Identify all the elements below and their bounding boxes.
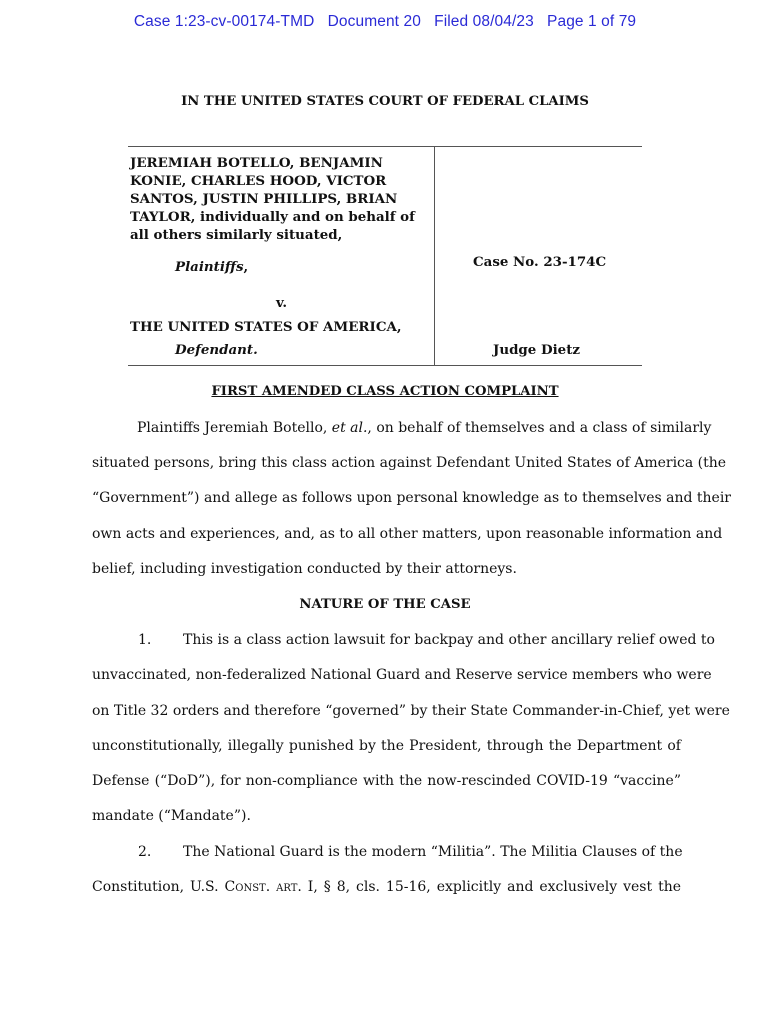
para2-line-2 [92,879,681,895]
plaintiffs-label-comma: , [243,259,249,275]
plaintiffs-line: TAYLOR, individually and on behalf of [130,209,415,225]
court-name: IN THE UNITED STATES COURT OF FEDERAL CLAIMS [181,94,589,109]
plaintiffs-label-text: Plaintiffs [175,259,244,275]
plaintiffs-line: KONIE, CHARLES HOOD, VICTOR [130,173,387,189]
intro-line-1 [137,420,712,436]
case-number-header: Case 1:23-cv-00174-TMD [133,13,315,30]
intro-line-4: own acts and experiences, and, as to all other matters, upon reasonable information and [92,526,723,542]
para2-text: I, § 8, cls. 15-16, explicitly and exclusively vest the [301,879,681,895]
para1-line-4: unconstitutionally, illegally punished by the President, through the Department of [92,738,681,754]
nature-heading: NATURE OF THE CASE [299,597,471,612]
document-number-header: Document 20 [327,13,421,30]
plaintiffs-label [175,259,248,275]
paragraph-number: 1. [138,632,152,648]
para1-line-3: on Title 32 orders and therefore “governed” by their State Commander-in-Chief, yet were [92,703,730,719]
para1-line-6: mandate (“Mandate”). [92,808,251,824]
intro-line-5: belief, including investigation conducted by their attorneys. [92,561,517,577]
plaintiffs-line: SANTOS, JUSTIN PHILLIPS, BRIAN [130,191,398,207]
plaintiffs-line: JEREMIAH BOTELLO, BENJAMIN [130,155,383,171]
para1-line-1: This is a class action lawsuit for backpay and other ancillary relief owed to [183,632,715,648]
page-count-header: Page 1 of 79 [547,13,637,30]
judge-name: Judge Dietz [493,342,580,358]
para2-smallcaps: Const. art. [224,879,302,895]
para1-line-2: unvaccinated, non-federalized National Guard and Reserve service members who were [92,667,712,683]
defendant-name: THE UNITED STATES OF AMERICA, [130,319,402,335]
defendant-label: Defendant. [175,342,258,358]
intro-italic: et al. [331,420,368,436]
plaintiffs-names [130,154,435,244]
intro-line-3: “Government”) and allege as follows upon personal knowledge as to themselves and their [92,490,731,506]
intro-line-2: situated persons, bring this class action against Defendant United States of America (the [92,455,727,471]
para2-text: Constitution, U.S. [92,879,225,895]
versus: v. [276,295,288,311]
para1-line-5: Defense (“DoD”), for non-compliance with the now-rescinded COVID-19 “vaccine” [92,773,681,789]
intro-text: Plaintiffs Jeremiah Botello, [137,420,332,436]
intro-text: , on behalf of themselves and a class of similarly [367,420,712,436]
caption-bottom-rule [128,365,642,366]
filed-date-header: Filed 08/04/23 [434,13,534,30]
para2-line-1: The National Guard is the modern “Militia”. The Militia Clauses of the [183,844,683,860]
filing-header [0,13,770,31]
case-number: Case No. 23-174C [473,254,607,270]
document-title: FIRST AMENDED CLASS ACTION COMPLAINT [211,384,559,399]
paragraph-number: 2. [138,844,152,860]
caption-top-rule [128,146,642,147]
plaintiffs-line: all others similarly situated, [130,227,343,243]
